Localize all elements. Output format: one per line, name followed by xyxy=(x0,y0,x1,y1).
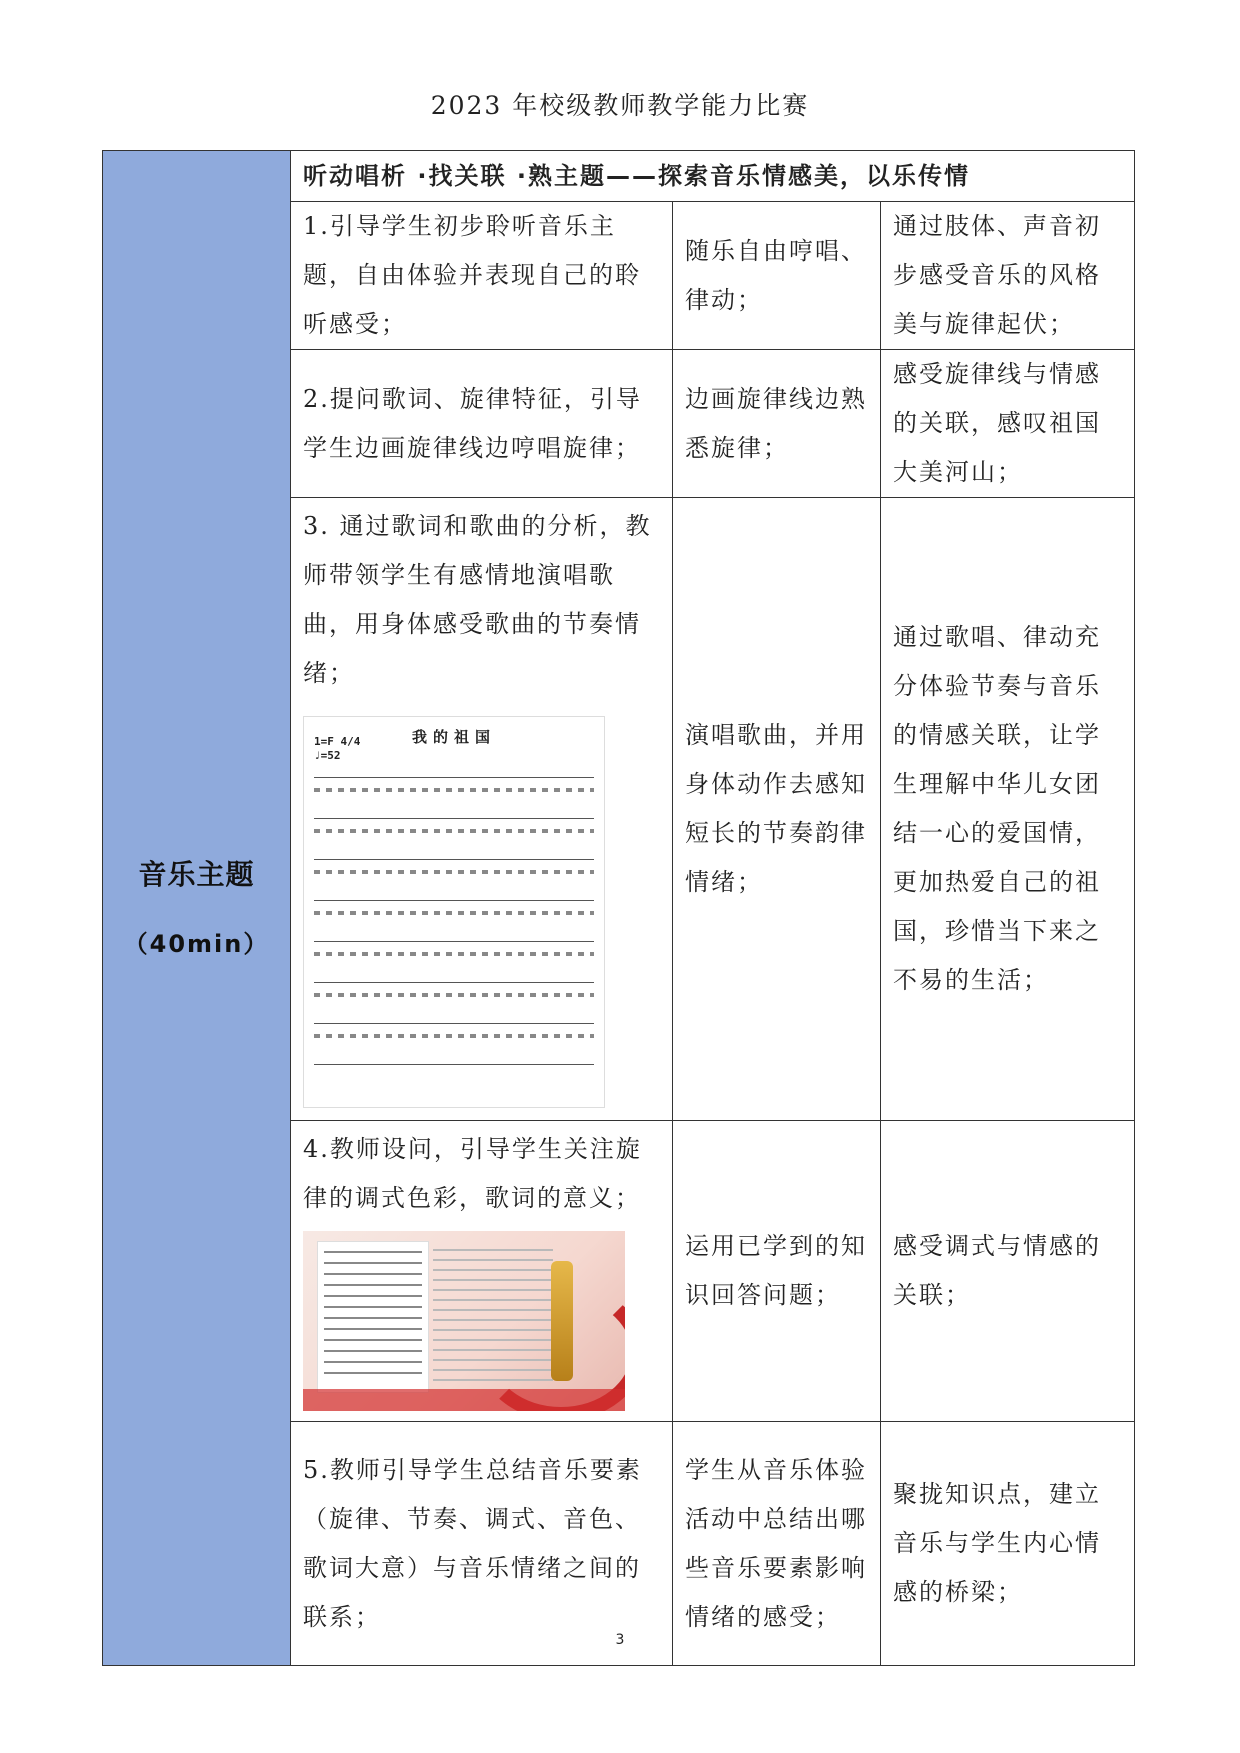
step-cell: 2.提问歌词、旋律特征，引导学生边画旋律线边哼唱旋律； xyxy=(291,350,673,498)
section-cell xyxy=(103,151,291,1666)
step-cell: 5.教师引导学生总结音乐要素（旋律、节奏、调式、音色、歌词大意）与音乐情绪之间的联系； xyxy=(291,1422,673,1666)
page-header-title: 2023 年校级教师教学能力比赛 xyxy=(430,91,810,120)
intent-cell: 感受调式与情感的关联； xyxy=(881,1121,1135,1422)
sheet-music-image xyxy=(303,716,605,1108)
step-cell xyxy=(291,1121,673,1422)
activity-cell: 边画旋律线边熟悉旋律； xyxy=(673,350,881,498)
activity-cell: 运用已学到的知识回答问题； xyxy=(673,1121,881,1422)
slide-footer-band xyxy=(303,1389,625,1411)
page-number: 3 xyxy=(615,1632,625,1648)
section-title: 音乐主题 xyxy=(138,858,255,891)
score-key: 1=F 4/4 ♩=52 xyxy=(314,735,361,762)
activity-cell: 演唱歌曲，并用身体动作去感知短长的节奏韵律情绪； xyxy=(673,498,881,1121)
intent-cell: 聚拢知识点，建立音乐与学生内心情感的桥梁； xyxy=(881,1422,1135,1666)
activity-cell: 学生从音乐体验活动中总结出哪些音乐要素影响情绪的感受； xyxy=(673,1422,881,1666)
step-cell: 1.引导学生初步聆听音乐主题，自由体验并表现自己的聆听感受； xyxy=(291,202,673,350)
intent-cell: 通过歌唱、律动充分体验节奏与音乐的情感关联，让学生理解中华儿女团结一心的爱国情，更加热爱自己的祖国，珍惜当下来之不易的生活； xyxy=(881,498,1135,1121)
lesson-plan-table xyxy=(102,150,1135,1666)
intent-cell: 通过肢体、声音初步感受音乐的风格美与旋律起伏； xyxy=(881,202,1135,350)
step-cell xyxy=(291,498,673,1121)
score-staff-lines xyxy=(314,777,594,1075)
slide-score-icon xyxy=(317,1241,429,1393)
activity-cell: 随乐自由哼唱、律动； xyxy=(673,202,881,350)
section-duration: （40min） xyxy=(123,930,270,958)
step-text: 4.教师设问，引导学生关注旋律的调式色彩，歌词的意义； xyxy=(303,1135,642,1212)
slide-thumbnail-image xyxy=(303,1231,625,1411)
step-text: 3. 通过歌词和歌曲的分析，教师带领学生有感情地演唱歌曲，用身体感受歌曲的节奏情绪； xyxy=(303,512,652,687)
phase-header: 听动唱析 ·找关联 ·熟主题——探索音乐情感美，以乐传情 xyxy=(291,151,1135,202)
intent-cell: 感受旋律线与情感的关联，感叹祖国大美河山； xyxy=(881,350,1135,498)
score-title: 我的祖国 xyxy=(411,728,496,746)
